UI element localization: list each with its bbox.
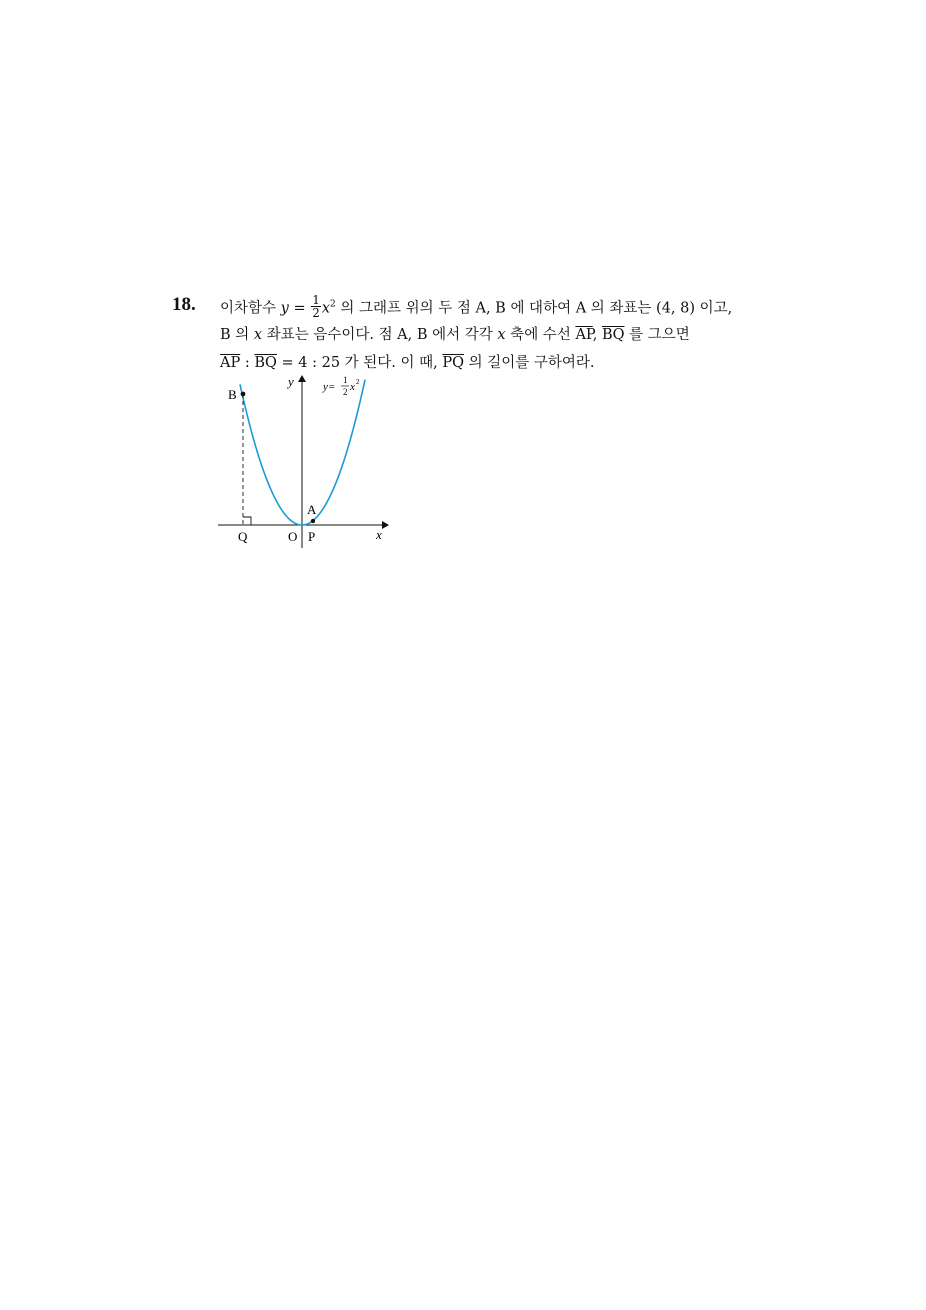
- segment-bq: $\overline{BQ}$: [601, 327, 625, 343]
- text-segment: 를 그으면: [624, 327, 690, 343]
- curve-label-num: 1: [343, 375, 348, 385]
- coordinate-a: (4, 8): [656, 300, 696, 317]
- text-segment: 의 그래프 위의 두 점 A, B 에 대하여 A 의 좌표는: [335, 300, 657, 317]
- problem-line-1: [220, 293, 733, 321]
- text-segment: B 의: [220, 327, 254, 343]
- text-segment: 축에 수선: [505, 327, 576, 343]
- parabola-figure: [210, 370, 400, 550]
- question-number: 18.: [172, 294, 196, 315]
- label-b: B: [228, 387, 237, 402]
- label-p: P: [308, 529, 316, 544]
- problem-line-3: [220, 351, 595, 372]
- text-segment: 이고,: [695, 300, 733, 317]
- var-x: x: [497, 327, 506, 343]
- label-x-axis: x: [376, 527, 382, 542]
- curve-label-y: y=: [323, 381, 336, 393]
- label-a: A: [307, 502, 317, 517]
- curve-label-x: x: [350, 381, 355, 393]
- text-segment: :: [240, 355, 255, 371]
- segment-bq: $\overline{BQ}$: [254, 355, 277, 371]
- text-segment: 의 길이를 구하여라.: [464, 355, 595, 371]
- intro-text: 이차함수: [220, 300, 277, 317]
- segment-pq: $\overline{PQ}$: [442, 355, 464, 371]
- segment-ap: $\overline{AP}$: [220, 355, 241, 371]
- label-q: Q: [238, 529, 248, 544]
- point-b: [241, 392, 246, 397]
- text-segment: ,: [592, 327, 602, 343]
- parabola-diagram: [210, 370, 400, 550]
- curve-label-den: 2: [343, 387, 348, 397]
- var-y: y: [280, 300, 289, 317]
- text-segment: 좌표는 음수이다. 점 A, B 에서 각각: [262, 327, 498, 343]
- fraction-denominator: 2: [312, 306, 320, 320]
- curve-label-exp: 2: [356, 378, 360, 386]
- segment-ap: $\overline{AP}$: [575, 327, 593, 343]
- label-y-axis: y: [288, 374, 294, 389]
- fraction-half: [311, 294, 321, 319]
- equals-sign: =: [288, 300, 311, 317]
- label-o: O: [288, 529, 298, 544]
- point-a: [311, 519, 315, 523]
- text-segment: = 4 : 25 가 된다. 이 때,: [276, 355, 443, 371]
- right-angle-mark: [243, 517, 251, 525]
- var-x: x: [321, 300, 331, 317]
- problem-line-2: [220, 323, 690, 344]
- var-x: x: [253, 327, 263, 343]
- fraction-numerator: 1: [312, 293, 320, 307]
- exponent: 2: [330, 299, 336, 310]
